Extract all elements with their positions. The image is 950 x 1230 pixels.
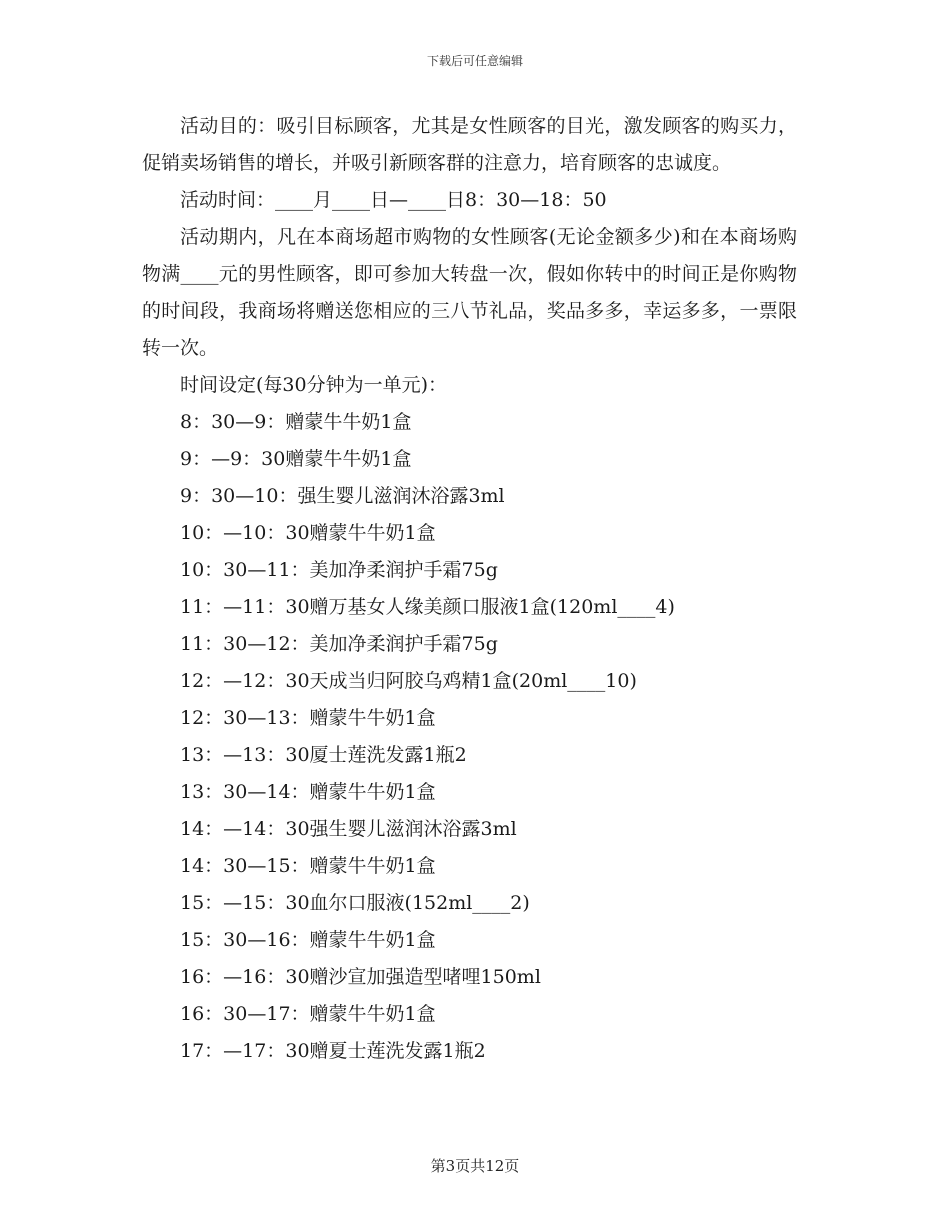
schedule-item: 14：—14：30强生婴儿滋润沐浴露3ml — [180, 818, 517, 840]
schedule-item: 13：30—14：赠蒙牛牛奶1盒 — [180, 781, 436, 803]
schedule-item: 9：—9：30赠蒙牛牛奶1盒 — [180, 448, 412, 470]
schedule-heading: 时间设定(每30分钟为一单元)： — [180, 374, 448, 396]
schedule-item: 10：30—11：美加净柔润护手霜75g — [180, 559, 498, 581]
document-body — [142, 108, 797, 1070]
schedule-item: 13：—13：30厦士莲洗发露1瓶2 — [180, 744, 467, 766]
schedule-item: 16：30—17：赠蒙牛牛奶1盒 — [180, 1003, 436, 1025]
schedule-item: 9：30—10：强生婴儿滋润沐浴露3ml — [180, 485, 505, 507]
schedule-list — [142, 404, 797, 1070]
schedule-item: 12：—12：30天成当归阿胶乌鸡精1盒(20ml____10) — [180, 670, 637, 692]
schedule-item: 11：—11：30赠万基女人缘美颜口服液1盒(120ml____4) — [180, 596, 675, 618]
schedule-item: 11：30—12：美加净柔润护手霜75g — [180, 633, 498, 655]
schedule-item: 16：—16：30赠沙宣加强造型啫哩150ml — [180, 966, 541, 988]
schedule-item: 10：—10：30赠蒙牛牛奶1盒 — [180, 522, 436, 544]
page-header: 下载后可任意编辑 — [426, 54, 523, 68]
schedule-item: 12：30—13：赠蒙牛牛奶1盒 — [180, 707, 436, 729]
schedule-item: 17：—17：30赠夏士莲洗发露1瓶2 — [180, 1040, 486, 1062]
schedule-item: 14：30—15：赠蒙牛牛奶1盒 — [180, 855, 436, 877]
paragraph-rules: 活动期内，凡在本商场超市购物的女性顾客(无论金额多少)和在本商场购物满____元的男性顾客，即可参加大转盘一次，假如你转中的时间正是你购物的时间段，我商场将赠送您相应的三八节礼品，奖品多多，幸运多多，一票限转一次。 — [142, 226, 797, 359]
paragraph-time: 活动时间：____月____日—____日8：30—18：50 — [180, 189, 607, 211]
paragraph-purpose: 活动目的：吸引目标顾客，尤其是女性顾客的目光，激发顾客的购买力，促销卖场销售的增长，并吸引新顾客群的注意力，培育顾客的忠诚度。 — [142, 115, 797, 174]
page-footer: 第3页共12页 — [430, 1157, 520, 1175]
schedule-item: 15：30—16：赠蒙牛牛奶1盒 — [180, 929, 436, 951]
schedule-item: 8：30—9：赠蒙牛牛奶1盒 — [180, 411, 412, 433]
schedule-item: 15：—15：30血尔口服液(152ml____2) — [180, 892, 530, 914]
